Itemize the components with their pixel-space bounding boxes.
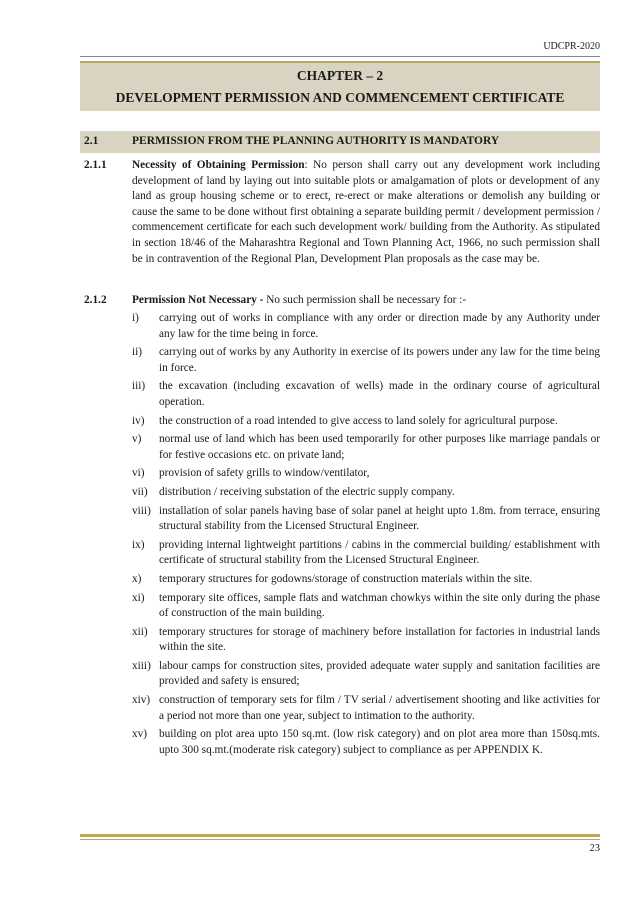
list-item (132, 485, 600, 501)
clause-number: 2.1.1 (84, 159, 107, 171)
list-item (132, 727, 600, 758)
list-item (132, 466, 600, 482)
item-text: providing internal lightweight partitions / cabins in the commercial building/ establishment with certificate of structural stability from the Licensed Structural Engineer. (159, 538, 600, 567)
clause-2-1-1 (80, 158, 600, 267)
item-text: normal use of land which has been used temporarily for other purposes like marriage pandals or for festive occasions etc. on private land; (159, 433, 600, 461)
list-item (132, 591, 600, 622)
chapter-banner (80, 61, 600, 111)
item-text: the construction of a road intended to give access to land solely for agricultural purpose. (159, 414, 558, 427)
item-text: provision of safety grills to window/ventilator, (159, 467, 370, 480)
header-rule (80, 56, 600, 57)
clause-body (132, 293, 600, 309)
item-text: the excavation (including excavation of wells) made in the ordinary course of agricultural operation. (159, 380, 600, 408)
item-numeral: viii) (132, 504, 151, 517)
list-item (132, 625, 600, 656)
item-numeral: xii) (132, 625, 148, 638)
list-item (132, 379, 600, 410)
footer-rule (80, 834, 600, 840)
section-number: 2.1 (84, 135, 99, 147)
document-code: UDCPR-2020 (543, 41, 600, 52)
clause-text: : No person shall carry out any development work including development of land by laying out into suitable plots or amalgamation of plots or development of any land as group housing scheme or to erect, re-erect or make alterations or demolish any building or cause the same to be done without first obtaining a separate building permit / development permission / commencement certificate for each such development work/ building from the Authority. As stipulated in section 18/46 of the Maharashtra Regional and Town Planning Act, 1966, no such permission shall be in contravention of the Regional Plan, Development Plan proposals as the case may be. (132, 159, 600, 265)
item-numeral: i) (132, 312, 139, 324)
item-text: carrying out of works by any Authority in exercise of its powers under any law for the time being in force. (159, 346, 600, 374)
page-number: 23 (589, 843, 600, 854)
item-text: labour camps for construction sites, provided adequate water supply and sanitation facilities are provided and safety is ensured; (159, 659, 600, 688)
item-numeral: vi) (132, 467, 145, 480)
list-item (132, 432, 600, 463)
item-text: building on plot area upto 150 sq.mt. (low risk category) and on plot area more than 150sq.mts. upto 300 sq.mt.(moderate risk category) subject to compliance as per APPENDIX K. (159, 728, 600, 756)
item-numeral: v) (132, 433, 142, 446)
item-numeral: xi) (132, 591, 145, 604)
list-item (132, 345, 600, 376)
item-numeral: ii) (132, 346, 143, 359)
chapter-title: CHAPTER – 2 (296, 68, 384, 83)
list-item (132, 572, 600, 588)
item-text: temporary site offices, sample flats and watchman chowkys within the site only during the phase of construction of the main building. (159, 591, 600, 620)
section-heading (80, 131, 600, 153)
item-numeral: iv) (132, 414, 145, 427)
item-text: carrying out of works in compliance with any order or direction made by any Authority under any law for the time being in force. (159, 312, 600, 340)
clause-number: 2.1.2 (84, 294, 107, 306)
clause-body (132, 158, 600, 267)
item-numeral: xiv) (132, 694, 151, 707)
item-text: construction of temporary sets for film / TV serial / advertisement shooting and like activities for a period not more than one year, subject to intimation to the authority. (159, 694, 600, 722)
item-numeral: xiii) (132, 659, 151, 672)
chapter-subtitle: DEVELOPMENT PERMISSION AND COMMENCEMENT CERTIFICATE (115, 90, 565, 105)
clause-heading: Necessity of Obtaining Permission (132, 159, 305, 171)
item-numeral: vii) (132, 485, 148, 498)
item-text: distribution / receiving substation of the electric supply company. (159, 485, 455, 498)
list-item (132, 538, 600, 569)
clause-2-1-2 (80, 293, 600, 309)
item-numeral: xv) (132, 728, 148, 741)
list-item (132, 659, 600, 690)
item-text: installation of solar panels having base of solar panel at height upto 1.8m. from terrace, ensuring structural stability from the Licensed Structural Engineer. (159, 504, 600, 533)
item-numeral: iii) (132, 380, 146, 393)
exemption-list (132, 311, 600, 761)
list-item (132, 693, 600, 724)
clause-heading: Permission Not Necessary - (132, 294, 264, 306)
item-numeral: x) (132, 572, 142, 585)
list-item (132, 414, 600, 430)
list-item (132, 311, 600, 342)
item-numeral: ix) (132, 538, 145, 551)
section-title: PERMISSION FROM THE PLANNING AUTHORITY IS MANDATORY (132, 135, 500, 147)
list-item (132, 504, 600, 535)
item-text: temporary structures for storage of machinery before installation for factories in industrial lands within the site. (159, 625, 600, 654)
clause-text: No such permission shall be necessary for :- (263, 294, 467, 306)
item-text: temporary structures for godowns/storage of construction materials within the site. (159, 572, 533, 585)
